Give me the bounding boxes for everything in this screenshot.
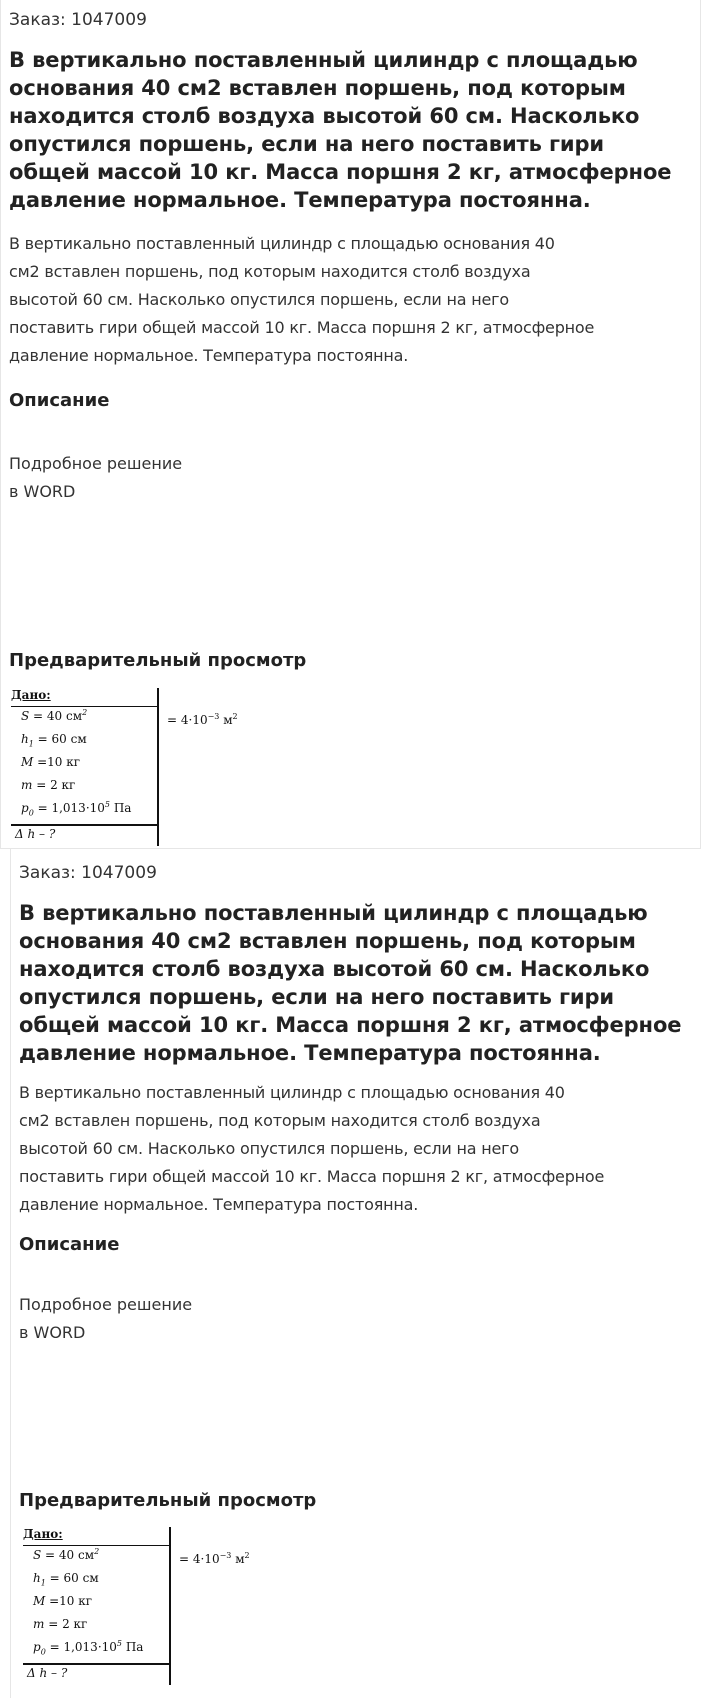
- problem-title-line: В вертикально поставленный цилиндр с площадью: [9, 48, 638, 72]
- preview-heading: Предварительный просмотр: [19, 1490, 317, 1511]
- preview-heading: Предварительный просмотр: [9, 650, 307, 671]
- given-row: $p_0 = 1,013\cdot 10^5$ Па: [21, 800, 132, 818]
- divider: [11, 824, 159, 826]
- problem-text: [19, 1079, 699, 1219]
- description-line: в WORD: [19, 1323, 86, 1342]
- find-row: Δ h – ?: [27, 1666, 68, 1680]
- description-heading: Описание: [19, 1234, 120, 1255]
- problem-title-line: находится столб воздуха высотой 60 см. Насколько: [9, 104, 640, 128]
- given-row: $h_1 = 60$ см: [21, 732, 87, 749]
- given-row: m = 2 кг: [21, 778, 76, 792]
- solution-preview-image: [19, 1527, 289, 1695]
- given-label: Дано:: [23, 1527, 63, 1541]
- problem-title-line: опустился поршень, если на него поставить гири: [9, 132, 605, 156]
- given-row: S = 40 $см^2$: [33, 1547, 100, 1562]
- problem-text: [9, 230, 689, 370]
- problem-text-line: см2 вставлен поршень, под которым находится столб воздуха: [9, 262, 531, 281]
- divider: [23, 1545, 171, 1546]
- divider: [23, 1663, 171, 1665]
- problem-text-line: высотой 60 см. Насколько опустился поршень, если на него: [9, 290, 509, 309]
- problem-title: [19, 899, 699, 1067]
- divider: [157, 688, 159, 846]
- problem-title-line: общей массой 10 кг. Масса поршня 2 кг, атмосферное: [19, 1013, 682, 1037]
- problem-title-line: основания 40 см2 вставлен поршень, под которым: [9, 76, 626, 100]
- problem-title-line: давление нормальное. Температура постоянна.: [19, 1041, 601, 1065]
- description-line: Подробное решение: [19, 1295, 193, 1314]
- solution-preview-image: [7, 688, 277, 856]
- description-line: в WORD: [9, 482, 76, 501]
- problem-title-line: опустился поршень, если на него поставить гири: [19, 985, 615, 1009]
- conversion-row: = $4\cdot 10^{-3}$ $м^2$: [167, 712, 238, 727]
- problem-text-line: давление нормальное. Температура постоянна.: [19, 1195, 419, 1214]
- problem-text-line: высотой 60 см. Насколько опустился поршень, если на него: [19, 1139, 519, 1158]
- given-label: Дано:: [11, 688, 51, 702]
- given-row: $h_1 = 60$ см: [33, 1571, 99, 1588]
- problem-text-line: см2 вставлен поршень, под которым находится столб воздуха: [19, 1111, 541, 1130]
- description-heading: Описание: [9, 390, 110, 411]
- problem-title-line: В вертикально поставленный цилиндр с площадью: [19, 901, 648, 925]
- given-row: m = 2 кг: [33, 1617, 88, 1631]
- problem-title-line: находится столб воздуха высотой 60 см. Насколько: [19, 957, 650, 981]
- problem-text-line: поставить гири общей массой 10 кг. Масса поршня 2 кг, атмосферное: [9, 318, 595, 337]
- divider: [169, 1527, 171, 1685]
- problem-title-line: основания 40 см2 вставлен поршень, под которым: [19, 929, 636, 953]
- problem-title-line: давление нормальное. Температура постоянна.: [9, 188, 591, 212]
- find-row: Δ h – ?: [15, 827, 56, 841]
- problem-text-line: В вертикально поставленный цилиндр с площадью основания 40: [9, 234, 555, 253]
- conversion-row: = $4\cdot 10^{-3}$ $м^2$: [179, 1551, 250, 1566]
- given-row: M =10 кг: [33, 1594, 93, 1608]
- given-row: $p_0 = 1,013\cdot 10^5$ Па: [33, 1639, 144, 1657]
- problem-text-line: поставить гири общей массой 10 кг. Масса поршня 2 кг, атмосферное: [19, 1167, 605, 1186]
- divider: [11, 706, 159, 707]
- given-row: S = 40 $см^2$: [21, 708, 88, 723]
- problem-text-line: В вертикально поставленный цилиндр с площадью основания 40: [19, 1083, 565, 1102]
- problem-title: [9, 46, 689, 214]
- given-row: M =10 кг: [21, 755, 81, 769]
- problem-title-line: общей массой 10 кг. Масса поршня 2 кг, атмосферное: [9, 160, 672, 184]
- problem-text-line: давление нормальное. Температура постоянна.: [9, 346, 409, 365]
- order-number: Заказ: 1047009: [9, 10, 147, 30]
- order-number: Заказ: 1047009: [19, 863, 157, 883]
- product-card-2: [10, 849, 701, 1698]
- description-line: Подробное решение: [9, 454, 183, 473]
